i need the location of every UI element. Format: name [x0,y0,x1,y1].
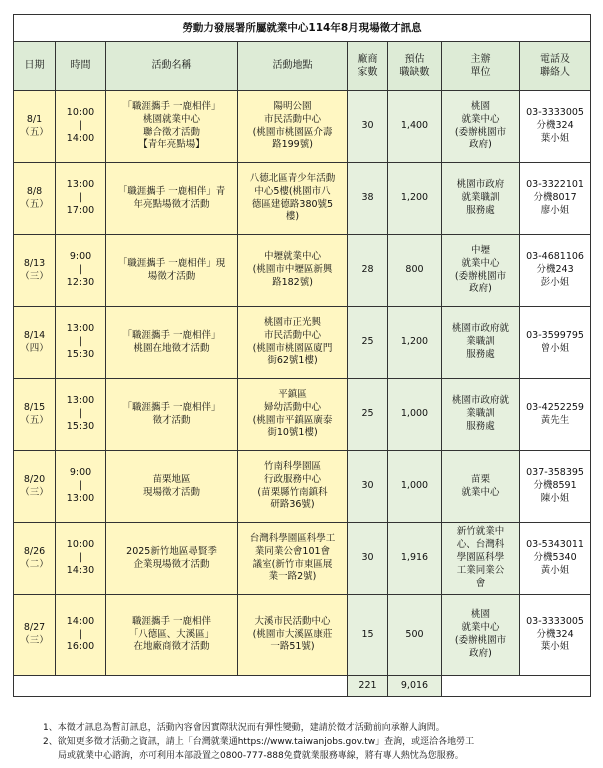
location-cell-line: 竹南科學園區 [263,460,321,472]
organizer-cell-line: 就業中心 [461,486,500,498]
location-cell-line: 路182號) [272,276,313,288]
contact-cell-line: 分機243 [536,264,574,276]
organizer-cell-line: 學園區科學 [456,552,505,564]
organizer-cell-line: 桃園市政府就 [451,323,509,335]
location-cell-line: 路199號) [272,139,313,151]
activity-name-cell-line: 企業現場徵才活動 [133,558,210,570]
activity-name-cell-line: 桃園在地徵才活動 [133,342,210,354]
organizer-cell-line: 苗栗 [470,473,490,485]
activity-name-cell [106,91,238,163]
contact-cell-line: 03-4252259 [526,401,584,413]
contact-cell-line: 廖小姐 [540,204,570,216]
organizer-cell-line: 政府) [469,283,492,295]
activity-name-cell-line: 「八德區、大溪區」 [128,628,215,640]
time-cell-line: 14:00 [66,132,95,144]
table-row [14,91,591,163]
organizer-cell-line: (委辦桃園市 [454,635,507,646]
organizer-cell [442,235,520,307]
companies-count-cell: 38 [348,163,388,235]
activity-name-cell-line: 「職涯攜手 一鹿相伴」 [122,100,221,112]
time-cell-line: 15:30 [66,348,95,360]
location-cell-line: 議室(新竹市東區展 [252,558,333,570]
job-openings-cell: 1,400 [388,91,442,163]
contact-cell-line: 03-5343011 [526,539,584,551]
date-cell [14,163,56,235]
time-cell-line: | [78,480,83,492]
total-companies: 221 [348,676,388,697]
organizer-cell-line: 政府) [469,647,492,659]
time-cell-line: 9:00 [69,251,92,263]
title-row [14,15,591,42]
contact-cell-line: 分機324 [536,628,574,640]
location-cell-line: 八德北區青少年活動 [249,172,336,184]
companies-count-cell: 28 [348,235,388,307]
date-cell [14,595,56,676]
location-cell [238,163,348,235]
activity-name-cell-line: 徵才活動 [152,414,191,426]
job-fair-table [13,14,591,697]
time-cell-line: | [78,552,83,564]
location-cell-line: 平鎮區 [278,388,307,400]
organizer-cell-line: 政府) [469,139,492,151]
organizer-cell [442,523,520,595]
time-cell-line: 15:30 [66,420,95,432]
location-cell-line: 陽明公園 [273,100,312,112]
organizer-cell [442,595,520,676]
location-cell-line: 市民活動中心 [263,329,321,341]
location-cell-line: 中心5樓(桃園市八 [254,185,331,197]
totals-blank [14,676,348,697]
total-jobs: 9,016 [388,676,442,697]
contact-cell-line: 陳小姐 [540,492,570,504]
location-cell-line: 業同業公會101會 [254,545,331,557]
organizer-cell-line: (委辦桃園市 [454,270,507,282]
location-cell-line: (苗栗縣竹南鎮科 [257,486,328,498]
contact-cell-line: 葉小姐 [540,641,570,653]
location-cell-line: 婦幼活動中心 [263,401,321,413]
companies-count-cell: 25 [348,379,388,451]
time-cell [56,523,106,595]
time-cell-line: | [78,408,83,420]
date-cell [14,91,56,163]
organizer-cell-line: 業職訓 [466,336,495,348]
contact-cell-line: 黃先生 [540,414,570,426]
organizer-cell-line: 服務處 [466,420,495,432]
contact-cell-line: 分機324 [536,120,574,132]
contact-cell-line: 03-3599795 [526,329,584,341]
time-cell-line: 13:00 [66,179,95,191]
location-cell [238,91,348,163]
companies-count-cell: 15 [348,595,388,676]
contact-cell-line: 分機5340 [533,552,577,564]
date-cell-line: 8/27 [23,622,46,634]
time-cell [56,307,106,379]
location-cell [238,595,348,676]
location-cell [238,235,348,307]
table-row [14,163,591,235]
job-openings-cell: 1,000 [388,379,442,451]
date-cell-line: 8/26 [23,545,46,557]
table-row [14,235,591,307]
job-openings-cell: 800 [388,235,442,307]
location-cell-line: 中壢就業中心 [263,251,321,263]
companies-count-cell: 30 [348,523,388,595]
activity-name-cell-line: 「職涯攜手 一鹿相伴」 [122,401,221,413]
location-cell [238,307,348,379]
job-openings-cell: 1,200 [388,163,442,235]
time-cell-line: 13:00 [66,395,95,407]
time-cell-line: | [78,336,83,348]
time-cell-line: 12:30 [66,276,95,288]
activity-name-cell-line: 【青年亮點場】 [138,139,205,151]
organizer-cell-line: 就業中心 [461,622,500,634]
contact-cell [520,91,591,163]
header-place: 活動地點 [238,42,348,91]
organizer-cell-line: 新竹就業中 [456,526,505,538]
activity-name-cell [106,307,238,379]
location-cell-line: 行政服務中心 [263,473,321,485]
organizer-cell-line: 會 [475,577,486,589]
organizer-cell-line: (委辦桃園市 [454,126,507,138]
location-cell-line: 桃園市正光興 [263,316,321,328]
contact-cell-line: 黃小姐 [540,564,570,576]
date-cell [14,307,56,379]
organizer-cell-line: 就業中心 [461,257,500,269]
contact-cell-line: 曾小姐 [540,342,570,354]
time-cell [56,91,106,163]
header-jobs: 預估 職缺數 [388,42,442,91]
date-cell-line: 8/1 [26,113,43,125]
location-cell-line: 研路36號) [270,499,315,511]
date-cell-line: （五） [20,414,49,426]
activity-name-cell-line: 桃園就業中心 [142,113,200,125]
time-cell-line: 16:00 [66,641,95,653]
organizer-cell-line: 就業中心 [461,113,500,125]
location-cell-line: 街10號1樓) [267,427,318,439]
time-cell-line: 13:00 [66,323,95,335]
contact-cell-line: 分機8591 [533,480,577,492]
activity-name-cell-line: 聯合徵才活動 [142,126,200,138]
activity-name-cell-line: 苗栗地區 [152,473,191,485]
header-companies: 廠商 家數 [348,42,388,91]
location-cell-line: 街62號1樓) [267,355,318,367]
date-cell-line: （三） [20,270,49,282]
date-cell [14,235,56,307]
activity-name-cell-line: 場徵才活動 [147,270,196,282]
job-openings-cell: 1,200 [388,307,442,379]
location-cell-line: (桃園市大溪區康莊 [252,628,333,640]
activity-name-cell [106,235,238,307]
location-cell-line: 業一路2號) [268,571,317,583]
notes [43,722,603,764]
organizer-cell-line: 就業職訓 [461,192,500,204]
organizer-cell [442,307,520,379]
activity-name-cell-line: 2025新竹地區尋賢季 [126,545,217,557]
totals-row [14,676,591,697]
organizer-cell-line: 桃園 [470,100,490,112]
activity-name-cell-line: 職涯攜手 一鹿相伴 [131,615,212,627]
activity-name-cell [106,523,238,595]
contact-cell-line: 03-3333005 [526,107,584,119]
time-cell [56,235,106,307]
page-title: 勞動力發展署所屬就業中心114年8月現場徵才訊息 [14,15,591,42]
location-cell-line: (桃園市中壢區新興 [252,264,333,276]
table-row [14,451,591,523]
companies-count-cell: 30 [348,451,388,523]
time-cell-line: 14:30 [66,564,95,576]
organizer-cell [442,91,520,163]
organizer-cell-line: 服務處 [466,204,495,216]
table-row [14,379,591,451]
contact-cell [520,451,591,523]
organizer-cell-line: 工業同業公 [456,564,505,576]
activity-name-cell [106,595,238,676]
contact-cell-line: 03-3333005 [526,615,584,627]
time-cell-line: | [78,120,83,132]
date-cell-line: （四） [20,342,49,354]
contact-cell [520,163,591,235]
location-cell [238,379,348,451]
organizer-cell-line: 桃園 [470,609,490,621]
date-cell-line: （五） [20,198,49,210]
contact-cell-line: 03-4681106 [526,251,584,263]
job-openings-cell: 1,916 [388,523,442,595]
note-1: 1、本徵才訊息為暫訂訊息，活動內容會因實際狀況而有彈性變動，建請於徵才活動前向承辦人詢問。 [43,723,445,733]
time-cell-line: 17:00 [66,204,95,216]
time-cell-line: 10:00 [66,539,95,551]
organizer-cell [442,163,520,235]
header-organizer: 主辦 單位 [442,42,520,91]
contact-cell-line: 03-3322101 [526,179,584,191]
organizer-cell-line: 服務處 [466,348,495,360]
time-cell [56,451,106,523]
contact-cell [520,523,591,595]
date-cell [14,379,56,451]
activity-name-cell-line: 「職涯攜手 一鹿相伴」 [122,329,221,341]
contact-cell [520,307,591,379]
header-date: 日期 [14,42,56,91]
contact-cell [520,595,591,676]
header-row [14,42,591,91]
contact-cell-line: 彭小姐 [540,276,570,288]
location-cell-line: (桃園市平鎮區廣泰 [252,414,333,426]
date-cell-line: （二） [20,558,49,570]
activity-name-cell [106,451,238,523]
organizer-cell [442,451,520,523]
organizer-cell-line: 業職訓 [466,408,495,420]
location-cell [238,523,348,595]
date-cell [14,523,56,595]
organizer-cell-line: 中壢 [470,244,490,256]
header-time: 時間 [56,42,106,91]
time-cell-line: | [78,264,83,276]
time-cell [56,163,106,235]
contact-cell-line: 葉小姐 [540,132,570,144]
location-cell-line: 一路51號) [270,641,315,653]
activity-name-cell-line: 「職涯攜手 一鹿相伴」青 [117,185,226,197]
time-cell-line: | [78,192,83,204]
time-cell [56,595,106,676]
contact-cell-line: 037-358395 [526,467,584,479]
activity-name-cell-line: 現場徵才活動 [142,486,200,498]
contact-cell [520,379,591,451]
note-2: 2、欲知更多徵才活動之資訊，請上「台灣就業通https://www.taiwanjobs.gov.tw」查詢，或逕洽各地勞工 [43,736,475,747]
date-cell-line: （三） [20,486,49,498]
contact-cell [520,235,591,307]
header-contact: 電話及 聯絡人 [520,42,591,91]
date-cell-line: 8/14 [23,329,46,341]
activity-name-cell-line: 「職涯攜手 一鹿相伴」現 [117,257,226,269]
date-cell-line: 8/8 [26,185,43,197]
contact-cell-line: 分機8017 [533,192,577,204]
organizer-cell-line: 桃園市政府就 [451,395,509,407]
location-cell-line: 台灣科學園區科學工 [249,532,336,544]
companies-count-cell: 25 [348,307,388,379]
time-cell-line: | [78,628,83,640]
job-openings-cell: 1,000 [388,451,442,523]
header-name: 活動名稱 [106,42,238,91]
job-openings-cell: 500 [388,595,442,676]
location-cell-line: 德區建德路380號5 [251,198,334,210]
totals-blank-right [442,676,591,697]
date-cell-line: 8/13 [23,257,46,269]
date-cell [14,451,56,523]
organizer-cell [442,379,520,451]
location-cell-line: 樓) [285,211,300,223]
time-cell-line: 14:00 [66,615,95,627]
activity-name-cell [106,379,238,451]
date-cell-line: （三） [20,635,49,646]
job-fair-sheet [13,14,590,761]
activity-name-cell-line: 年亮點場徵才活動 [133,198,210,210]
table-row [14,595,591,676]
location-cell-line: 大溪市民活動中心 [254,615,331,627]
table-row [14,307,591,379]
activity-name-cell-line: 在地廠商徵才活動 [133,641,210,653]
companies-count-cell: 30 [348,91,388,163]
location-cell [238,451,348,523]
organizer-cell-line: 桃園市政府 [456,179,505,191]
location-cell-line: (桃園市桃園區介壽 [252,126,333,138]
table-row [14,523,591,595]
time-cell-line: 10:00 [66,107,95,119]
time-cell-line: 9:00 [69,467,92,479]
date-cell-line: 8/15 [23,401,46,413]
location-cell-line: 市民活動中心 [263,113,321,125]
location-cell-line: (桃園市桃園區廈門 [252,342,333,354]
activity-name-cell [106,163,238,235]
note-2-continued: 局或就業中心諮詢，亦可利用本部設置之0800-777-888免費就業服務專線，將有專人熱忱為您服務。 [58,750,464,761]
time-cell-line: 13:00 [66,492,95,504]
date-cell-line: （五） [20,126,49,138]
date-cell-line: 8/20 [23,473,46,485]
organizer-cell-line: 心、台灣科 [456,539,505,551]
time-cell [56,379,106,451]
